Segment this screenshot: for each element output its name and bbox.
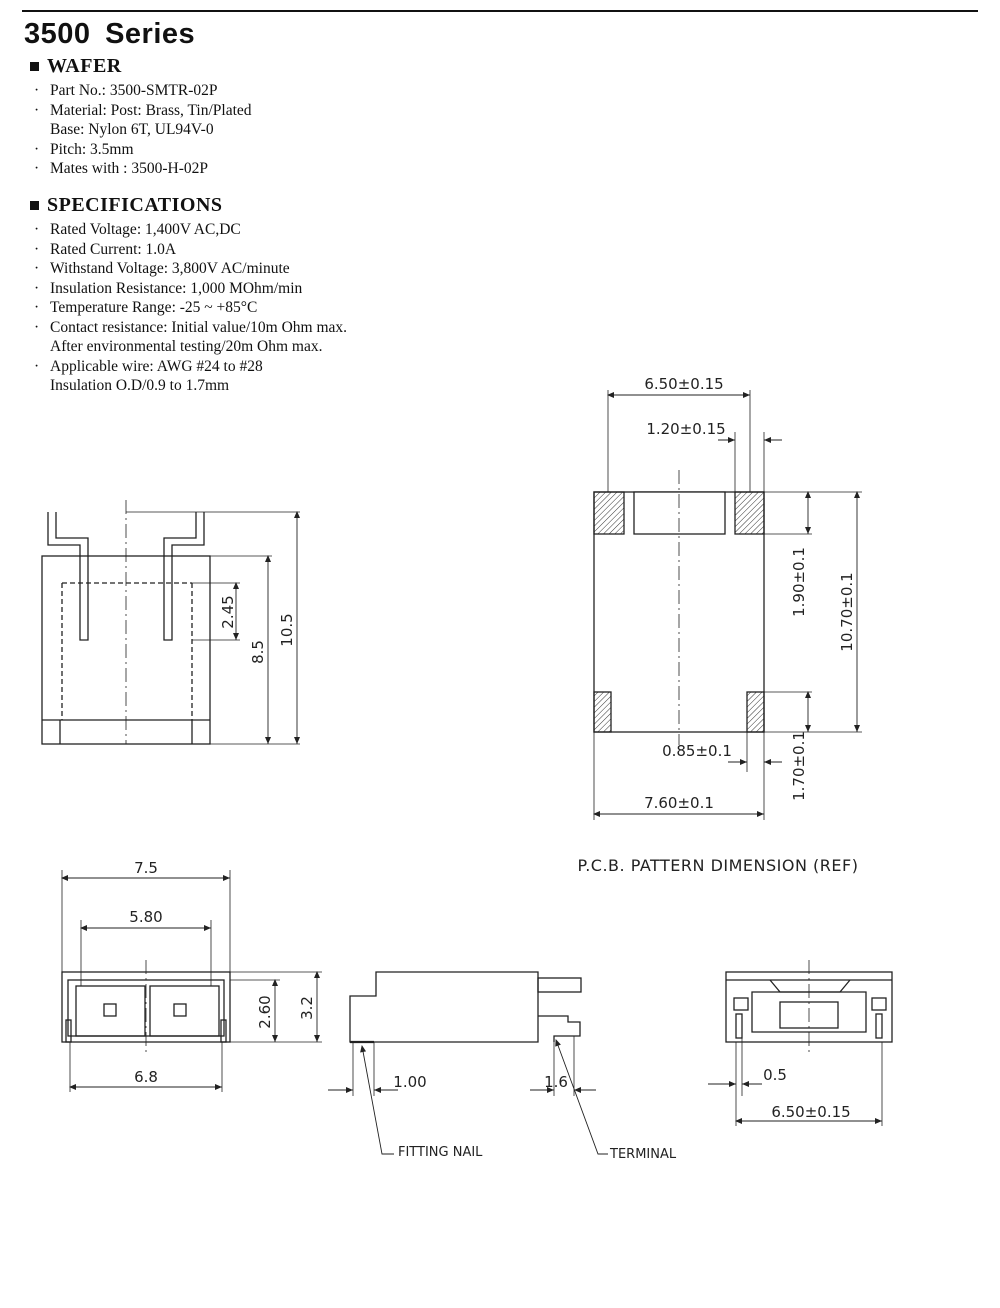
- list-item: · Insulation Resistance: 1,000 MOhm/min: [34, 279, 303, 297]
- terminal-label: TERMINAL: [610, 1147, 677, 1162]
- page-title: 3500 Series: [24, 18, 196, 50]
- dim-7-60: 7.60±0.1: [644, 794, 714, 812]
- dim-1-00: 1.00: [393, 1073, 427, 1091]
- dim-6-50-end: 6.50±0.15: [771, 1103, 851, 1121]
- dim-1-20: 1.20±0.15: [646, 420, 726, 438]
- side-view: [42, 500, 300, 744]
- list-item: · Contact resistance: Initial value/10m Ohm max.: [34, 318, 348, 336]
- list-item: · Applicable wire: AWG #24 to #28: [34, 357, 263, 375]
- dim-5-80: 5.80: [129, 908, 163, 926]
- list-item: · Mates with : 3500-H-02P: [34, 160, 209, 177]
- list-item: After environmental testing/20m Ohm max.: [50, 338, 323, 355]
- fitting-nail-label: FITTING NAIL: [398, 1145, 483, 1160]
- list-item: Insulation O.D/0.9 to 1.7mm: [50, 377, 230, 394]
- list-item: · Pitch: 3.5mm: [34, 140, 134, 158]
- profile-view: [328, 972, 608, 1154]
- dim-3-2: 3.2: [298, 996, 316, 1020]
- dim-0-5: 0.5: [763, 1066, 787, 1084]
- list-item: Base: Nylon 6T, UL94V-0: [50, 121, 214, 138]
- list-item: · Material: Post: Brass, Tin/Plated: [34, 101, 252, 119]
- dim-7-5: 7.5: [134, 859, 158, 877]
- dim-8-5: 8.5: [249, 640, 267, 664]
- wafer-heading: WAFER: [30, 55, 252, 77]
- dim-1-90: 1.90±0.1: [790, 547, 808, 617]
- dim-10-5: 10.5: [278, 613, 296, 647]
- dim-0-85: 0.85±0.1: [662, 742, 732, 760]
- front-view: [62, 870, 322, 1092]
- list-item: · Rated Current: 1.0A: [34, 240, 177, 258]
- end-view: [708, 960, 892, 1126]
- list-item: · Rated Voltage: 1,400V AC,DC: [34, 221, 241, 238]
- dim-1-70: 1.70±0.1: [790, 731, 808, 801]
- dim-10-70: 10.70±0.1: [838, 572, 856, 652]
- dim-6-50: 6.50±0.15: [644, 375, 724, 393]
- list-item: · Part No.: 3500-SMTR-02P: [34, 82, 218, 99]
- dim-2-45: 2.45: [219, 595, 237, 629]
- dim-6-8: 6.8: [134, 1068, 158, 1086]
- dim-2-60: 2.60: [256, 995, 274, 1029]
- dim-1-6: 1.6: [544, 1073, 568, 1091]
- list-item: · Withstand Voltage: 3,800V AC/minute: [34, 260, 290, 277]
- pcb-caption: P.C.B. PATTERN DIMENSION (REF): [577, 856, 859, 875]
- specifications-heading: SPECIFICATIONS: [30, 194, 347, 216]
- list-item: · Temperature Range: -25 ~ +85°C: [34, 299, 258, 316]
